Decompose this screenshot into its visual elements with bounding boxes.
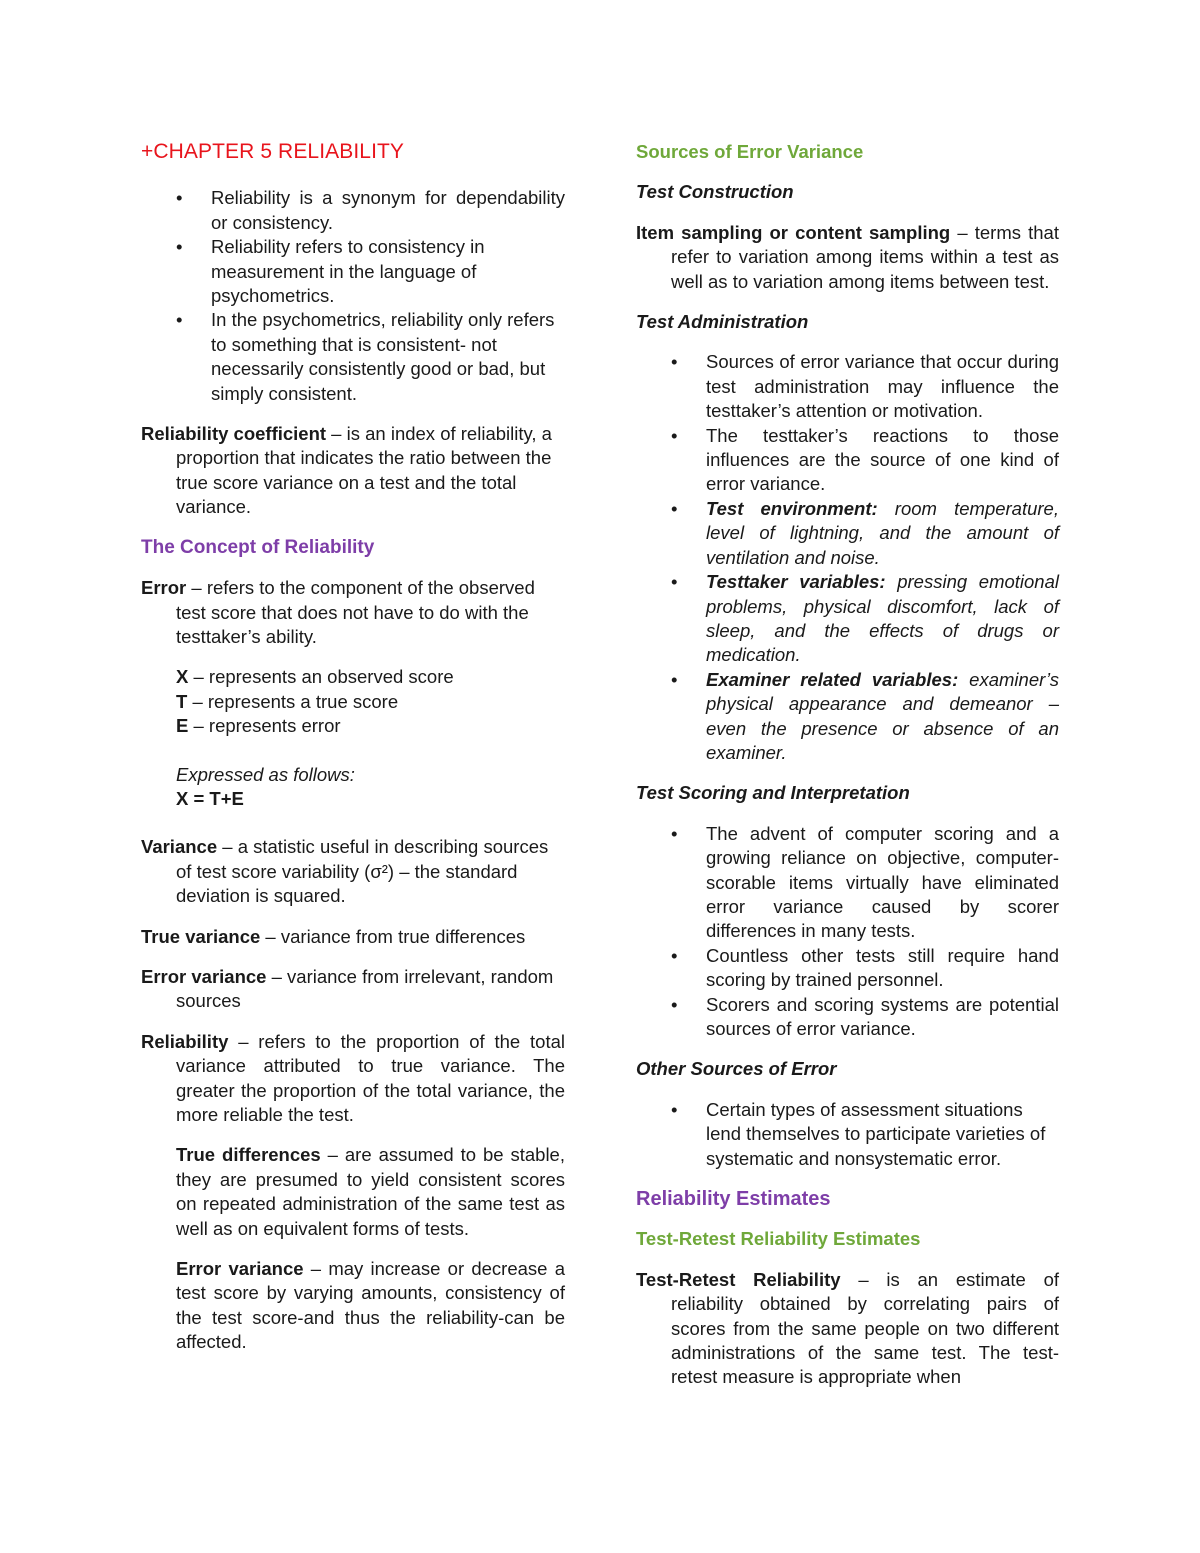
section-heading-concept: The Concept of Reliability — [141, 536, 375, 558]
symbol-t: T – represents a true score — [176, 690, 399, 712]
list-item: • The testtaker’s reactions to those influences are the source of one kind of error variance. — [671, 424, 1059, 495]
list-item: • The advent of computer scoring and a growing reliance on objective, computer-scorable items virtually have eliminated error variance caused by scorer differences in many tests. — [671, 822, 1059, 942]
subheading-test-retest: Test-Retest Reliability Estimates — [636, 1228, 921, 1250]
administration-bullet-list — [636, 350, 1059, 765]
left-column — [141, 140, 565, 1371]
section-heading-estimates: Reliability Estimates — [636, 1188, 831, 1211]
scoring-bullet-list — [636, 822, 1059, 1042]
list-item: • Reliability is a synonym for dependability or consistency. — [176, 187, 565, 233]
chapter-title: +CHAPTER 5 RELIABILITY — [141, 140, 405, 163]
bullet-icon: • — [671, 668, 678, 690]
intro-bullet-list — [141, 186, 565, 406]
symbol-e: E – represents error — [176, 715, 341, 737]
other-sources-bullet-list — [636, 1098, 1059, 1171]
definition-reliability: Reliability – refers to the proportion of the total variance attributed to true variance. The greater the proportion of the total variance, the more reliable the test. — [141, 1030, 565, 1125]
bullet-icon: • — [671, 351, 678, 373]
symbol-x: X – represents an observed score — [176, 666, 454, 688]
bullet-icon: • — [176, 309, 183, 331]
subheading-test-construction: Test Construction — [636, 181, 794, 203]
list-item: • Countless other tests still require hand scoring by trained personnel. — [671, 944, 1059, 991]
symbol-list — [141, 665, 565, 811]
bullet-icon: • — [671, 571, 678, 593]
expressed-label: Expressed as follows: — [176, 763, 355, 785]
subheading-test-scoring: Test Scoring and Interpretation — [636, 782, 910, 804]
list-item: • Certain types of assessment situations lend themselves to participate varieties of systematic and nonsystematic error. — [671, 1098, 1046, 1169]
definition-error: Error – refers to the component of the observed test score that does not have to do with the testtaker’s ability. — [141, 577, 535, 647]
bullet-icon: • — [671, 944, 678, 966]
bullet-icon: • — [671, 1098, 678, 1120]
bullet-icon: • — [671, 822, 678, 844]
definition-error-variance: Error variance – variance from irrelevant, random sources — [141, 965, 554, 1012]
list-item: • Sources of error variance that occur during test administration may influence the testtaker’s attention or motivation. — [671, 351, 1059, 422]
definition-item-sampling: Item sampling or content sampling – terms that refer to variation among items within a test as well as to variation among items between test. — [636, 221, 1059, 292]
list-item: • Examiner related variables: examiner’s physical appearance and demeanor – even the presence or absence of an examiner. — [671, 668, 1059, 763]
section-heading-sources: Sources of Error Variance — [636, 141, 864, 162]
bullet-icon: • — [671, 497, 678, 519]
bullet-icon: • — [671, 424, 678, 446]
bullet-icon: • — [176, 187, 183, 209]
list-item: • In the psychometrics, reliability only refers to something that is consistent- not necessarily consistently good or bad, but simply consistent. — [176, 309, 555, 404]
subheading-other-sources: Other Sources of Error — [636, 1058, 837, 1080]
formula: X = T+E — [176, 787, 244, 809]
definition-test-retest: Test-Retest Reliability – is an estimate of reliability obtained by correlating pairs of scores from the same people on two different administrations of the same test. The test-retest measure is appropriate when — [636, 1268, 1059, 1388]
definition-error-variance-effect: Error variance – may increase or decrease a test score by varying amounts, consistency of the test score-and thus the reliability-can be affected. — [176, 1258, 565, 1353]
list-item: • Scorers and scoring systems are potential sources of error variance. — [671, 993, 1059, 1039]
list-item: • Testtaker variables: pressing emotional problems, physical discomfort, lack of sleep, and the effects of drugs or medication. — [671, 571, 1059, 666]
definition-variance: Variance – a statistic useful in describing sources of test score variability (σ²) – the standard deviation is squared. — [141, 836, 549, 907]
list-item: • Reliability refers to consistency in measurement in the language of psychometrics. — [176, 236, 485, 307]
definition-true-variance: True variance – variance from true differences — [141, 925, 526, 947]
bullet-icon: • — [671, 993, 678, 1015]
definition-reliability-coefficient: Reliability coefficient – is an index of reliability, a proportion that indicates the ratio between the true score variance on a test and the total variance. — [141, 423, 552, 518]
right-column — [636, 140, 1059, 1406]
list-item: • Test environment: room temperature, level of lightning, and the amount of ventilation and noise. — [671, 497, 1059, 568]
bullet-icon: • — [176, 236, 183, 258]
subheading-test-administration: Test Administration — [636, 311, 809, 333]
definition-true-differences: True differences – are assumed to be stable, they are presumed to yield consistent scores on repeated administration of the same test as well as on equivalent forms of tests. — [176, 1144, 565, 1239]
